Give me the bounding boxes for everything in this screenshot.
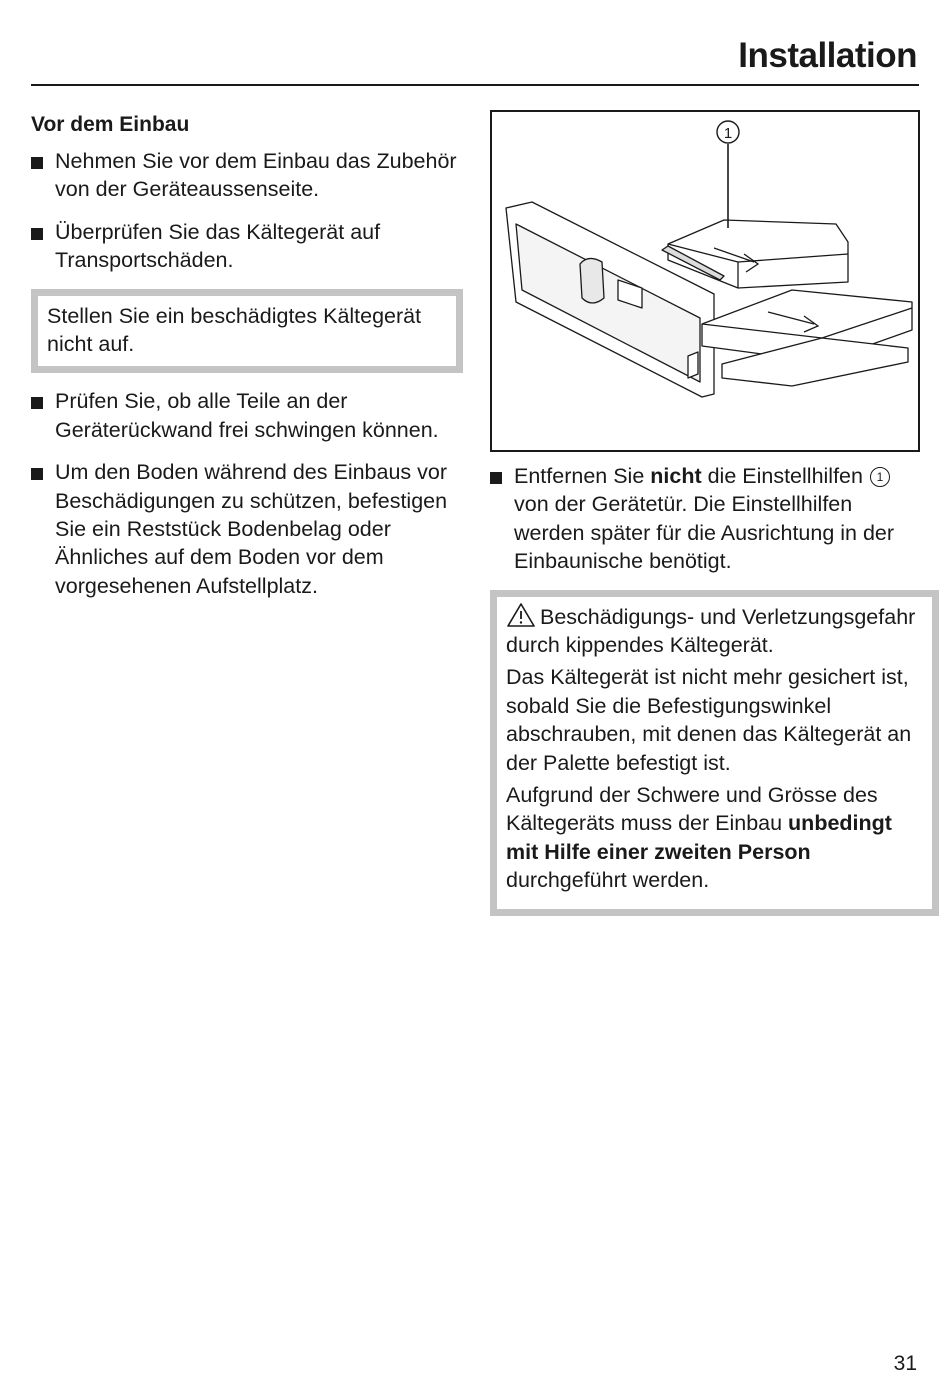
left-column bbox=[31, 108, 463, 614]
bullet-square-icon bbox=[31, 228, 43, 240]
notice-text: Stellen Sie ein beschädigtes Kältegerät nicht auf. bbox=[47, 303, 422, 357]
emphasis-text: nicht bbox=[650, 464, 702, 488]
list-item-text: Entfernen Sie bbox=[514, 464, 651, 488]
list-item bbox=[31, 458, 463, 600]
list-item-text: Prüfen Sie, ob alle Teile an der Geräterückwand frei schwingen können. bbox=[55, 389, 439, 442]
list-item-text: von der Gerätetür. Die Einstellhilfen werden später für die Ausrichtung in der Einbaunische benötigt. bbox=[514, 492, 895, 574]
warning-paragraph bbox=[506, 781, 924, 895]
warning-text: durchgeführt werden. bbox=[506, 868, 710, 893]
section-heading: Vor dem Einbau bbox=[31, 113, 190, 136]
callout-number: 1 bbox=[723, 125, 733, 142]
bullet-square-icon bbox=[31, 468, 43, 480]
right-column bbox=[490, 462, 922, 916]
list-item-text: Überprüfen Sie das Kältegerät auf Transportschäden. bbox=[55, 219, 381, 273]
list-item bbox=[490, 462, 922, 576]
bracket-drawing bbox=[492, 112, 918, 450]
list-item-text: Nehmen Sie vor dem Einbau das Zubehör von der Geräteaussenseite. bbox=[55, 149, 457, 202]
warning-title: Beschädigungs- und Verletzungsgefahr durch kippendes Kältegerät. bbox=[506, 604, 916, 658]
list-item bbox=[31, 218, 463, 275]
warning-box bbox=[490, 590, 939, 916]
bullet-square-icon bbox=[490, 472, 502, 484]
list-item-text: Um den Boden während des Einbaus vor Beschädigungen zu schützen, befestigen Sie ein Reststück Bodenbelag oder Ähnliches auf dem Boden vor dem vorgesehenen Aufstellplatz. bbox=[55, 460, 448, 598]
warning-triangle-icon bbox=[506, 602, 536, 628]
list-item-text: die Einstellhilfen bbox=[701, 464, 869, 488]
page-title: Installation bbox=[738, 36, 917, 75]
page-number: 31 bbox=[893, 1352, 917, 1375]
bullet-square-icon bbox=[31, 397, 43, 409]
installation-illustration bbox=[490, 110, 920, 452]
bullet-square-icon bbox=[31, 157, 43, 169]
warning-paragraph: Das Kältegerät ist nicht mehr gesichert ist, sobald Sie die Befestigungswinkel abschrauben, mit denen das Kältegerät an der Palette befestigt ist. bbox=[506, 665, 912, 775]
callout-reference: 1 bbox=[870, 467, 890, 487]
list-item bbox=[31, 147, 463, 204]
emphasis-text: unbedingt mit Hilfe einer zweiten Person bbox=[506, 811, 892, 864]
notice-box bbox=[31, 289, 463, 374]
list-item bbox=[31, 387, 463, 444]
header-divider bbox=[31, 84, 919, 86]
warning-text: Aufgrund der Schwere und Grösse des Kältegeräts muss der Einbau bbox=[506, 783, 878, 836]
